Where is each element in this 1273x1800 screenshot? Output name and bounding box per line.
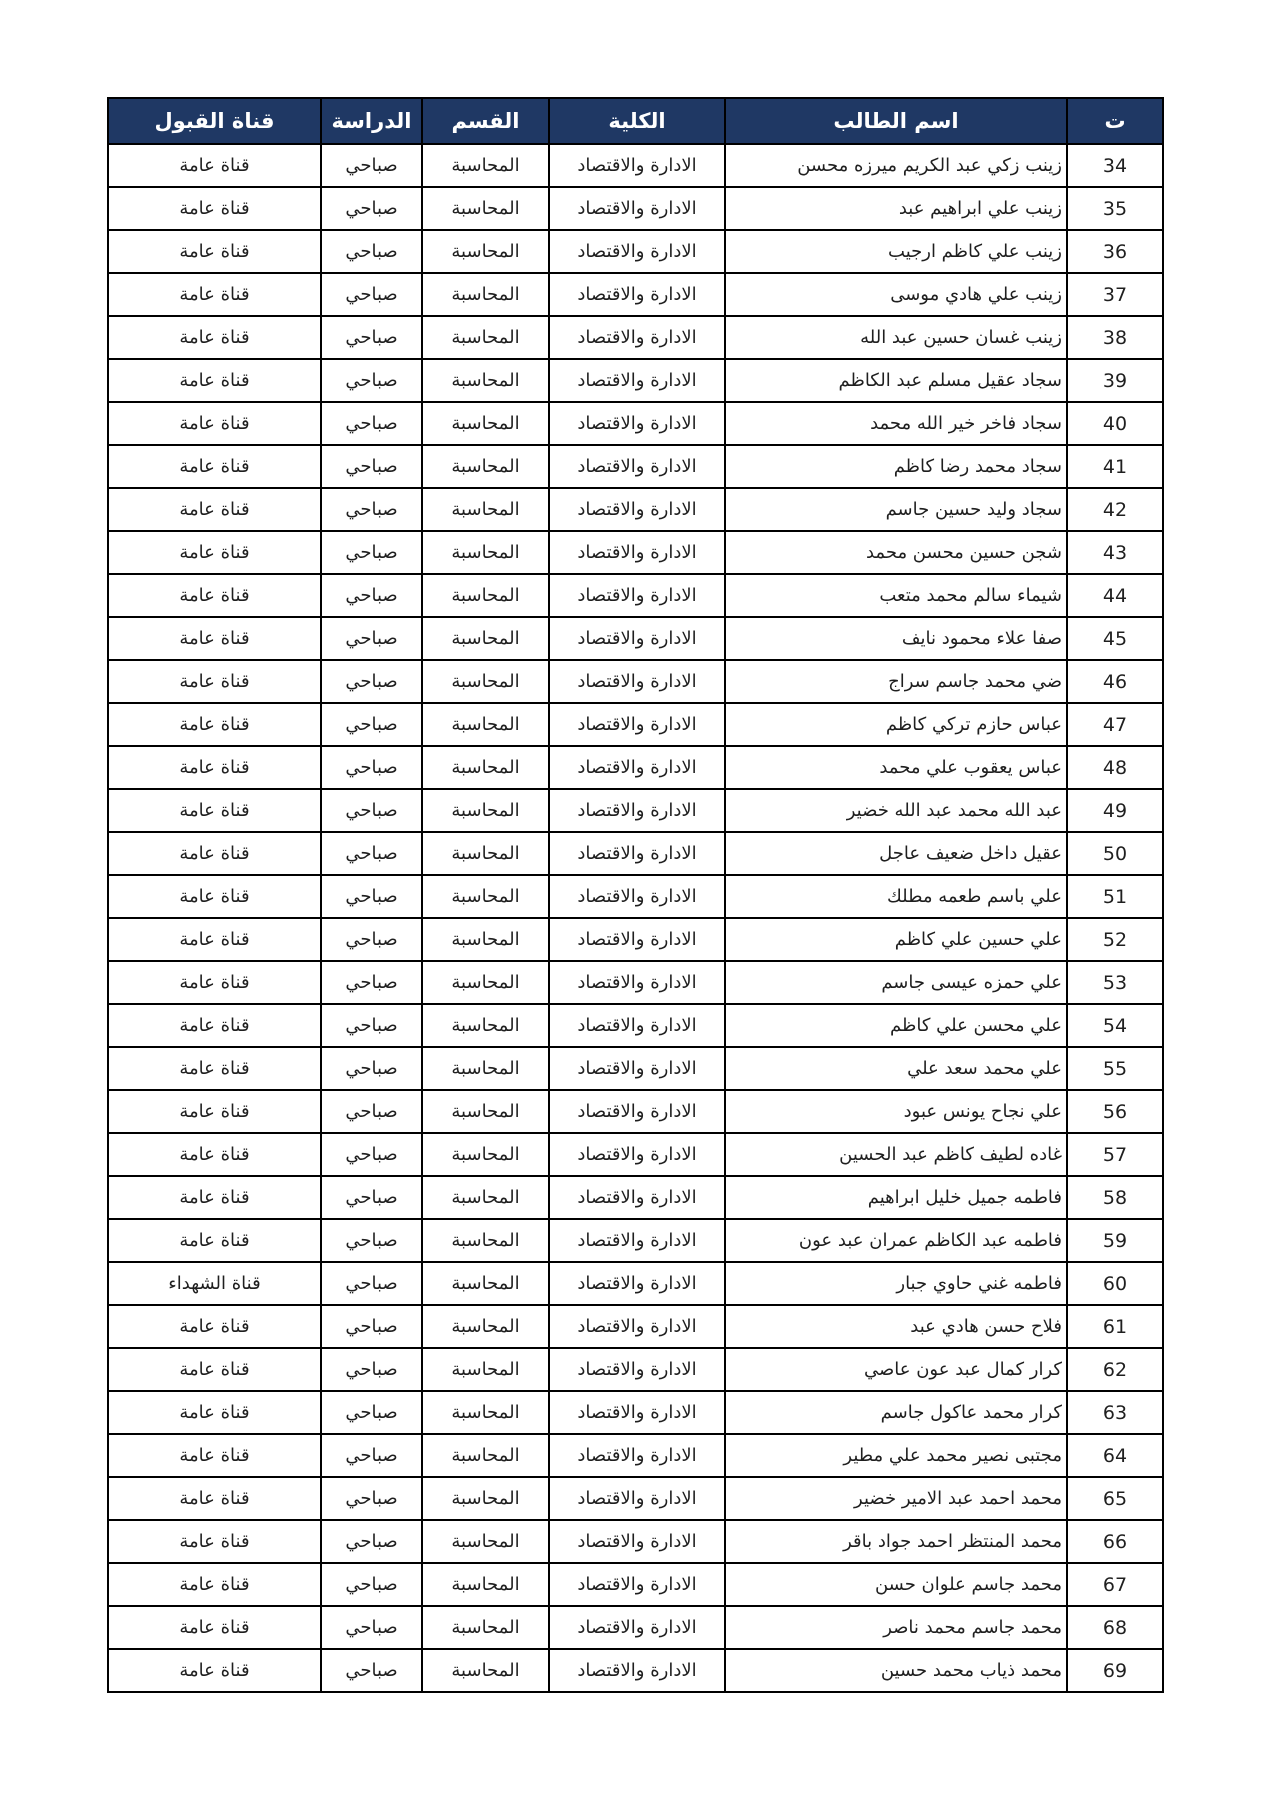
cell-no: 47 <box>1067 703 1163 746</box>
cell-college: الادارة والاقتصاد <box>549 273 725 316</box>
table-row <box>108 359 1163 402</box>
table-row <box>108 1391 1163 1434</box>
cell-study: صباحي <box>321 488 422 531</box>
cell-channel: قناة عامة <box>108 1606 321 1649</box>
cell-study: صباحي <box>321 1090 422 1133</box>
cell-dept: المحاسبة <box>422 1305 549 1348</box>
cell-name: كرار كمال عبد عون عاصي <box>725 1348 1067 1391</box>
table-row <box>108 1477 1163 1520</box>
cell-dept: المحاسبة <box>422 230 549 273</box>
header-channel: قناة القبول <box>108 98 321 144</box>
cell-college: الادارة والاقتصاد <box>549 1348 725 1391</box>
cell-dept: المحاسبة <box>422 273 549 316</box>
table-row <box>108 1004 1163 1047</box>
table-row <box>108 832 1163 875</box>
cell-study: صباحي <box>321 402 422 445</box>
cell-study: صباحي <box>321 1047 422 1090</box>
cell-channel: قناة عامة <box>108 746 321 789</box>
cell-name: سجاد فاخر خير الله محمد <box>725 402 1067 445</box>
cell-college: الادارة والاقتصاد <box>549 875 725 918</box>
cell-channel: قناة عامة <box>108 359 321 402</box>
cell-name: سجاد وليد حسين جاسم <box>725 488 1067 531</box>
table-row <box>108 1520 1163 1563</box>
table-row <box>108 1606 1163 1649</box>
cell-name: عباس حازم تركي كاظم <box>725 703 1067 746</box>
table-row <box>108 316 1163 359</box>
cell-name: فلاح حسن هادي عبد <box>725 1305 1067 1348</box>
cell-channel: قناة عامة <box>108 531 321 574</box>
cell-channel: قناة الشهداء <box>108 1262 321 1305</box>
cell-no: 37 <box>1067 273 1163 316</box>
cell-channel: قناة عامة <box>108 660 321 703</box>
table-row <box>108 875 1163 918</box>
cell-study: صباحي <box>321 445 422 488</box>
table-row <box>108 617 1163 660</box>
cell-name: محمد احمد عبد الامير خضير <box>725 1477 1067 1520</box>
cell-no: 48 <box>1067 746 1163 789</box>
cell-college: الادارة والاقتصاد <box>549 1090 725 1133</box>
cell-name: عبد الله محمد عبد الله خضير <box>725 789 1067 832</box>
cell-channel: قناة عامة <box>108 574 321 617</box>
cell-channel: قناة عامة <box>108 1219 321 1262</box>
cell-channel: قناة عامة <box>108 875 321 918</box>
cell-dept: المحاسبة <box>422 1520 549 1563</box>
cell-dept: المحاسبة <box>422 531 549 574</box>
cell-no: 63 <box>1067 1391 1163 1434</box>
cell-channel: قناة عامة <box>108 1176 321 1219</box>
cell-name: علي محسن علي كاظم <box>725 1004 1067 1047</box>
cell-study: صباحي <box>321 703 422 746</box>
cell-no: 64 <box>1067 1434 1163 1477</box>
cell-college: الادارة والاقتصاد <box>549 746 725 789</box>
cell-dept: المحاسبة <box>422 187 549 230</box>
table-row <box>108 1434 1163 1477</box>
cell-no: 34 <box>1067 144 1163 187</box>
cell-no: 61 <box>1067 1305 1163 1348</box>
cell-dept: المحاسبة <box>422 789 549 832</box>
cell-college: الادارة والاقتصاد <box>549 402 725 445</box>
cell-channel: قناة عامة <box>108 1348 321 1391</box>
table-row <box>108 1047 1163 1090</box>
cell-dept: المحاسبة <box>422 1477 549 1520</box>
cell-dept: المحاسبة <box>422 1176 549 1219</box>
cell-name: عباس يعقوب علي محمد <box>725 746 1067 789</box>
cell-dept: المحاسبة <box>422 144 549 187</box>
cell-dept: المحاسبة <box>422 1133 549 1176</box>
cell-study: صباحي <box>321 875 422 918</box>
table-row <box>108 1563 1163 1606</box>
cell-channel: قناة عامة <box>108 144 321 187</box>
cell-study: صباحي <box>321 273 422 316</box>
cell-college: الادارة والاقتصاد <box>549 445 725 488</box>
cell-no: 56 <box>1067 1090 1163 1133</box>
cell-no: 65 <box>1067 1477 1163 1520</box>
cell-no: 43 <box>1067 531 1163 574</box>
cell-dept: المحاسبة <box>422 1090 549 1133</box>
cell-dept: المحاسبة <box>422 359 549 402</box>
table-row <box>108 488 1163 531</box>
cell-name: علي نجاح يونس عبود <box>725 1090 1067 1133</box>
cell-name: سجاد محمد رضا كاظم <box>725 445 1067 488</box>
table-body <box>108 144 1163 1692</box>
cell-name: زينب غسان حسين عبد الله <box>725 316 1067 359</box>
cell-channel: قناة عامة <box>108 316 321 359</box>
cell-college: الادارة والاقتصاد <box>549 316 725 359</box>
table-row <box>108 1649 1163 1692</box>
cell-college: الادارة والاقتصاد <box>549 1649 725 1692</box>
cell-college: الادارة والاقتصاد <box>549 1219 725 1262</box>
cell-no: 62 <box>1067 1348 1163 1391</box>
cell-channel: قناة عامة <box>108 402 321 445</box>
cell-study: صباحي <box>321 1520 422 1563</box>
cell-name: صفا علاء محمود نايف <box>725 617 1067 660</box>
table-row <box>108 187 1163 230</box>
table-row <box>108 1133 1163 1176</box>
cell-study: صباحي <box>321 1262 422 1305</box>
cell-no: 44 <box>1067 574 1163 617</box>
cell-name: شجن حسين محسن محمد <box>725 531 1067 574</box>
cell-college: الادارة والاقتصاد <box>549 617 725 660</box>
cell-name: محمد المنتظر احمد جواد باقر <box>725 1520 1067 1563</box>
cell-channel: قناة عامة <box>108 1563 321 1606</box>
cell-dept: المحاسبة <box>422 488 549 531</box>
cell-study: صباحي <box>321 1004 422 1047</box>
cell-college: الادارة والاقتصاد <box>549 1133 725 1176</box>
cell-name: محمد جاسم علوان حسن <box>725 1563 1067 1606</box>
cell-channel: قناة عامة <box>108 1520 321 1563</box>
header-study: الدراسة <box>321 98 422 144</box>
cell-no: 42 <box>1067 488 1163 531</box>
cell-college: الادارة والاقتصاد <box>549 1004 725 1047</box>
cell-no: 55 <box>1067 1047 1163 1090</box>
cell-dept: المحاسبة <box>422 1219 549 1262</box>
cell-study: صباحي <box>321 1649 422 1692</box>
cell-name: علي حمزه عيسى جاسم <box>725 961 1067 1004</box>
cell-college: الادارة والاقتصاد <box>549 1176 725 1219</box>
cell-dept: المحاسبة <box>422 1606 549 1649</box>
cell-channel: قناة عامة <box>108 488 321 531</box>
cell-no: 54 <box>1067 1004 1163 1047</box>
table-row <box>108 1176 1163 1219</box>
cell-college: الادارة والاقتصاد <box>549 359 725 402</box>
cell-study: صباحي <box>321 1434 422 1477</box>
cell-no: 49 <box>1067 789 1163 832</box>
cell-channel: قناة عامة <box>108 445 321 488</box>
cell-study: صباحي <box>321 230 422 273</box>
cell-channel: قناة عامة <box>108 832 321 875</box>
cell-dept: المحاسبة <box>422 1649 549 1692</box>
cell-college: الادارة والاقتصاد <box>549 789 725 832</box>
cell-college: الادارة والاقتصاد <box>549 1262 725 1305</box>
cell-name: عقيل داخل ضعيف عاجل <box>725 832 1067 875</box>
cell-channel: قناة عامة <box>108 918 321 961</box>
header-dept: القسم <box>422 98 549 144</box>
cell-dept: المحاسبة <box>422 832 549 875</box>
cell-college: الادارة والاقتصاد <box>549 1520 725 1563</box>
cell-no: 50 <box>1067 832 1163 875</box>
cell-college: الادارة والاقتصاد <box>549 1391 725 1434</box>
cell-college: الادارة والاقتصاد <box>549 1563 725 1606</box>
cell-no: 53 <box>1067 961 1163 1004</box>
cell-study: صباحي <box>321 789 422 832</box>
cell-name: سجاد عقيل مسلم عبد الكاظم <box>725 359 1067 402</box>
cell-no: 39 <box>1067 359 1163 402</box>
cell-channel: قناة عامة <box>108 1649 321 1692</box>
cell-name: محمد جاسم محمد ناصر <box>725 1606 1067 1649</box>
cell-channel: قناة عامة <box>108 703 321 746</box>
cell-no: 40 <box>1067 402 1163 445</box>
table-row <box>108 445 1163 488</box>
cell-dept: المحاسبة <box>422 574 549 617</box>
header-name: اسم الطالب <box>725 98 1067 144</box>
cell-study: صباحي <box>321 187 422 230</box>
cell-dept: المحاسبة <box>422 961 549 1004</box>
cell-dept: المحاسبة <box>422 1391 549 1434</box>
cell-channel: قناة عامة <box>108 1090 321 1133</box>
cell-dept: المحاسبة <box>422 1004 549 1047</box>
cell-dept: المحاسبة <box>422 1047 549 1090</box>
table-row <box>108 918 1163 961</box>
cell-name: زينب علي كاظم ارجيب <box>725 230 1067 273</box>
cell-no: 45 <box>1067 617 1163 660</box>
cell-college: الادارة والاقتصاد <box>549 703 725 746</box>
table-row <box>108 1090 1163 1133</box>
cell-study: صباحي <box>321 1133 422 1176</box>
cell-dept: المحاسبة <box>422 660 549 703</box>
cell-study: صباحي <box>321 961 422 1004</box>
cell-dept: المحاسبة <box>422 316 549 359</box>
cell-channel: قناة عامة <box>108 1305 321 1348</box>
cell-study: صباحي <box>321 1176 422 1219</box>
cell-college: الادارة والاقتصاد <box>549 1047 725 1090</box>
cell-college: الادارة والاقتصاد <box>549 187 725 230</box>
cell-college: الادارة والاقتصاد <box>549 961 725 1004</box>
cell-study: صباحي <box>321 316 422 359</box>
cell-no: 41 <box>1067 445 1163 488</box>
cell-college: الادارة والاقتصاد <box>549 574 725 617</box>
cell-dept: المحاسبة <box>422 703 549 746</box>
cell-dept: المحاسبة <box>422 918 549 961</box>
table-row <box>108 402 1163 445</box>
cell-channel: قناة عامة <box>108 1391 321 1434</box>
cell-no: 66 <box>1067 1520 1163 1563</box>
cell-study: صباحي <box>321 574 422 617</box>
cell-name: زينب علي هادي موسى <box>725 273 1067 316</box>
cell-no: 67 <box>1067 1563 1163 1606</box>
table-row <box>108 144 1163 187</box>
cell-study: صباحي <box>321 1219 422 1262</box>
cell-name: فاطمه جميل خليل ابراهيم <box>725 1176 1067 1219</box>
cell-study: صباحي <box>321 1391 422 1434</box>
cell-no: 60 <box>1067 1262 1163 1305</box>
cell-study: صباحي <box>321 746 422 789</box>
table-row <box>108 1348 1163 1391</box>
cell-name: زينب علي ابراهيم عبد <box>725 187 1067 230</box>
cell-no: 38 <box>1067 316 1163 359</box>
cell-college: الادارة والاقتصاد <box>549 832 725 875</box>
cell-college: الادارة والاقتصاد <box>549 1606 725 1649</box>
cell-name: علي باسم طعمه مطلك <box>725 875 1067 918</box>
cell-dept: المحاسبة <box>422 1563 549 1606</box>
cell-name: كرار محمد عاكول جاسم <box>725 1391 1067 1434</box>
header-row <box>108 98 1163 144</box>
table-row <box>108 230 1163 273</box>
cell-college: الادارة والاقتصاد <box>549 918 725 961</box>
cell-study: صباحي <box>321 1606 422 1649</box>
cell-no: 57 <box>1067 1133 1163 1176</box>
cell-name: فاطمه غني حاوي جبار <box>725 1262 1067 1305</box>
cell-channel: قناة عامة <box>108 230 321 273</box>
cell-dept: المحاسبة <box>422 617 549 660</box>
table-row <box>108 1262 1163 1305</box>
students-table <box>107 97 1164 1693</box>
cell-no: 58 <box>1067 1176 1163 1219</box>
cell-study: صباحي <box>321 359 422 402</box>
cell-college: الادارة والاقتصاد <box>549 488 725 531</box>
table-row <box>108 273 1163 316</box>
cell-college: الادارة والاقتصاد <box>549 660 725 703</box>
cell-name: مجتبى نصير محمد علي مطير <box>725 1434 1067 1477</box>
table-row <box>108 574 1163 617</box>
cell-study: صباحي <box>321 1563 422 1606</box>
cell-study: صباحي <box>321 531 422 574</box>
table-row <box>108 1305 1163 1348</box>
cell-channel: قناة عامة <box>108 1004 321 1047</box>
header-no: ت <box>1067 98 1163 144</box>
cell-dept: المحاسبة <box>422 1434 549 1477</box>
cell-name: علي محمد سعد علي <box>725 1047 1067 1090</box>
cell-channel: قناة عامة <box>108 187 321 230</box>
cell-channel: قناة عامة <box>108 1434 321 1477</box>
cell-channel: قناة عامة <box>108 961 321 1004</box>
cell-no: 52 <box>1067 918 1163 961</box>
cell-no: 59 <box>1067 1219 1163 1262</box>
cell-study: صباحي <box>321 1348 422 1391</box>
cell-channel: قناة عامة <box>108 1047 321 1090</box>
cell-study: صباحي <box>321 1477 422 1520</box>
table-row <box>108 789 1163 832</box>
cell-study: صباحي <box>321 832 422 875</box>
cell-dept: المحاسبة <box>422 875 549 918</box>
cell-dept: المحاسبة <box>422 402 549 445</box>
table-row <box>108 1219 1163 1262</box>
cell-study: صباحي <box>321 1305 422 1348</box>
cell-study: صباحي <box>321 144 422 187</box>
table-row <box>108 961 1163 1004</box>
cell-study: صباحي <box>321 660 422 703</box>
cell-channel: قناة عامة <box>108 617 321 660</box>
cell-study: صباحي <box>321 617 422 660</box>
table-row <box>108 746 1163 789</box>
cell-college: الادارة والاقتصاد <box>549 144 725 187</box>
cell-college: الادارة والاقتصاد <box>549 1434 725 1477</box>
cell-dept: المحاسبة <box>422 445 549 488</box>
cell-name: علي حسين علي كاظم <box>725 918 1067 961</box>
cell-college: الادارة والاقتصاد <box>549 1305 725 1348</box>
cell-name: شيماء سالم محمد متعب <box>725 574 1067 617</box>
table-row <box>108 531 1163 574</box>
cell-dept: المحاسبة <box>422 1262 549 1305</box>
cell-channel: قناة عامة <box>108 1133 321 1176</box>
header-college: الكلية <box>549 98 725 144</box>
table-row <box>108 660 1163 703</box>
cell-name: فاطمه عبد الكاظم عمران عبد عون <box>725 1219 1067 1262</box>
cell-study: صباحي <box>321 918 422 961</box>
cell-college: الادارة والاقتصاد <box>549 230 725 273</box>
cell-college: الادارة والاقتصاد <box>549 1477 725 1520</box>
table-row <box>108 703 1163 746</box>
cell-no: 35 <box>1067 187 1163 230</box>
cell-no: 51 <box>1067 875 1163 918</box>
cell-name: ضي محمد جاسم سراج <box>725 660 1067 703</box>
cell-dept: المحاسبة <box>422 1348 549 1391</box>
cell-name: زينب زكي عبد الكريم ميرزه محسن <box>725 144 1067 187</box>
cell-no: 68 <box>1067 1606 1163 1649</box>
cell-channel: قناة عامة <box>108 273 321 316</box>
cell-no: 36 <box>1067 230 1163 273</box>
cell-no: 69 <box>1067 1649 1163 1692</box>
cell-channel: قناة عامة <box>108 1477 321 1520</box>
cell-channel: قناة عامة <box>108 789 321 832</box>
cell-name: غاده لطيف كاظم عبد الحسين <box>725 1133 1067 1176</box>
cell-no: 46 <box>1067 660 1163 703</box>
cell-dept: المحاسبة <box>422 746 549 789</box>
cell-name: محمد ذياب محمد حسين <box>725 1649 1067 1692</box>
cell-college: الادارة والاقتصاد <box>549 531 725 574</box>
